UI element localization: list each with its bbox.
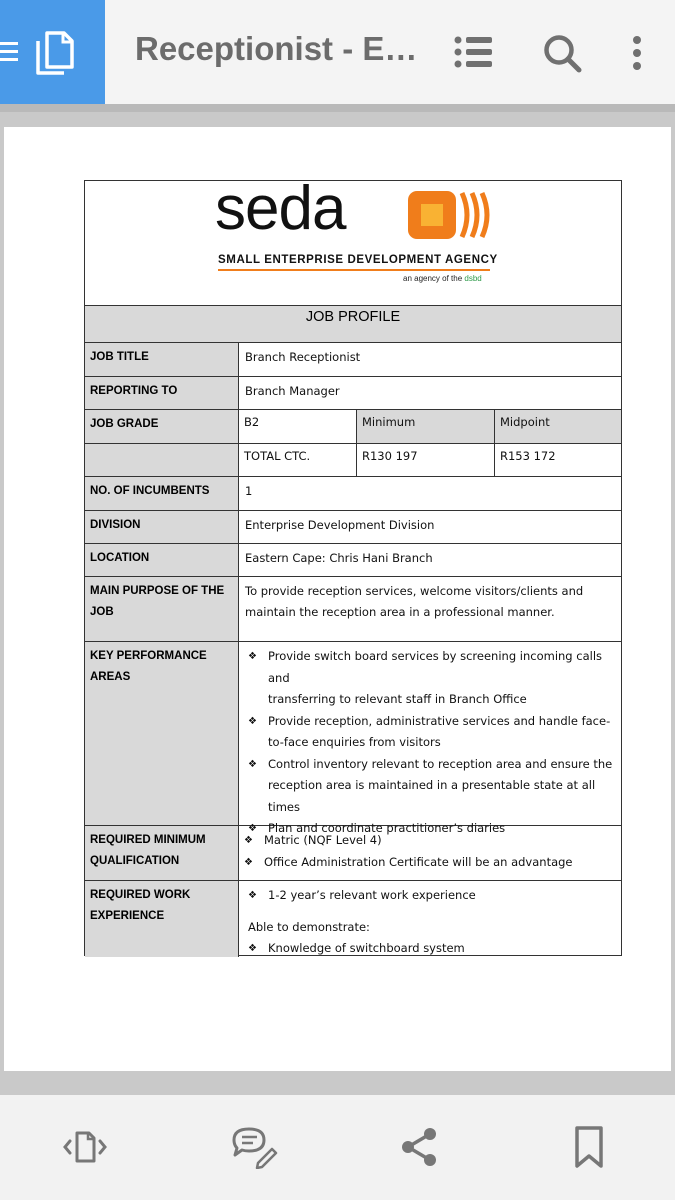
- document-title: Receptionist - E…: [135, 30, 418, 67]
- hamburger-icon[interactable]: [0, 42, 18, 62]
- kpa-item: ❖ Plan and coordinate practitioner’s diaries: [244, 818, 616, 840]
- document-page[interactable]: [4, 127, 671, 1071]
- share-icon[interactable]: [400, 1127, 440, 1167]
- kpa-item: ❖ Provide reception, administrative services and handle face- to-face enquiries from visitors: [244, 711, 616, 754]
- row-required-qualification: REQUIRED MINIMUM QUALIFICATION ❖ Matric (NQF Level 4) ❖ Office Administration Certificate will be an advantage: [85, 826, 621, 881]
- row-division: DIVISION Enterprise Development Division: [85, 511, 621, 544]
- experience-able: Able to demonstrate:: [248, 919, 370, 934]
- row-job-title: JOB TITLE Branch Receptionist: [85, 343, 621, 377]
- top-app-bar: [0, 0, 675, 104]
- seda-logo: [85, 174, 621, 304]
- page-reflow-icon[interactable]: [62, 1127, 108, 1167]
- logo-tagline: an agency of the dsbd: [403, 274, 482, 283]
- job-profile-heading: JOB PROFILE: [85, 305, 621, 343]
- row-location: LOCATION Eastern Cape: Chris Hani Branch: [85, 544, 621, 577]
- document-icon: [34, 31, 74, 75]
- qualification-item: ❖ Matric (NQF Level 4): [240, 830, 616, 852]
- bottom-toolbar: [0, 1095, 675, 1200]
- seda-logo-mark: [406, 189, 492, 241]
- kpa-item: ❖ Provide switch board services by screening incoming calls and transferring to relevant staff in Branch Office: [244, 646, 616, 711]
- row-job-grade: JOB GRADE B2 Minimum Midpoint: [85, 410, 621, 444]
- kpa-item: ❖ Control inventory relevant to reception area and ensure the reception area is maintained in a presentable state at all times: [244, 754, 616, 819]
- row-incumbents: NO. OF INCUMBENTS 1: [85, 477, 621, 511]
- job-profile-table: [84, 174, 622, 956]
- bookmark-icon[interactable]: [574, 1125, 604, 1169]
- row-required-experience: REQUIRED WORK EXPERIENCE ❖ 1-2 year’s relevant work experience Able to demonstrate: ❖ Knowledge of switchboard system: [85, 881, 621, 957]
- agency-name: SMALL ENTERPRISE DEVELOPMENT AGENCY: [218, 254, 498, 266]
- list-icon[interactable]: [454, 36, 492, 68]
- comment-edit-icon[interactable]: [230, 1125, 278, 1169]
- experience-item: ❖ 1-2 year’s relevant work experience: [244, 885, 616, 907]
- row-main-purpose: MAIN PURPOSE OF THE JOB To provide reception services, welcome visitors/clients and maintain the reception area in a professional manner.: [85, 577, 621, 642]
- row-total-ctc: TOTAL CTC. R130 197 R153 172: [85, 444, 621, 477]
- logo-divider: [218, 269, 490, 271]
- row-reporting-to: REPORTING TO Branch Manager: [85, 377, 621, 410]
- toolbar-shadow: [0, 104, 675, 112]
- more-vert-icon[interactable]: [632, 36, 642, 70]
- logo-wordmark: seda: [215, 174, 346, 243]
- document-mode-button[interactable]: [0, 0, 105, 104]
- search-icon[interactable]: [543, 34, 583, 74]
- qualification-item: ❖ Office Administration Certificate will be an advantage: [240, 852, 616, 874]
- row-key-performance-areas: KEY PERFORMANCE AREAS ❖ Provide switch board services by screening incoming calls and transferring to relevant staff in Branch Office ❖ Provide reception, administrative services and handle face- to-face enquiries from visitors ❖ Control inventory relevant to reception area and ensure the reception area is maintained in a presentable state at all times ❖ Plan and coordinate practitioner’s diaries: [85, 642, 621, 826]
- experience-item: ❖ Knowledge of switchboard system: [244, 938, 616, 960]
